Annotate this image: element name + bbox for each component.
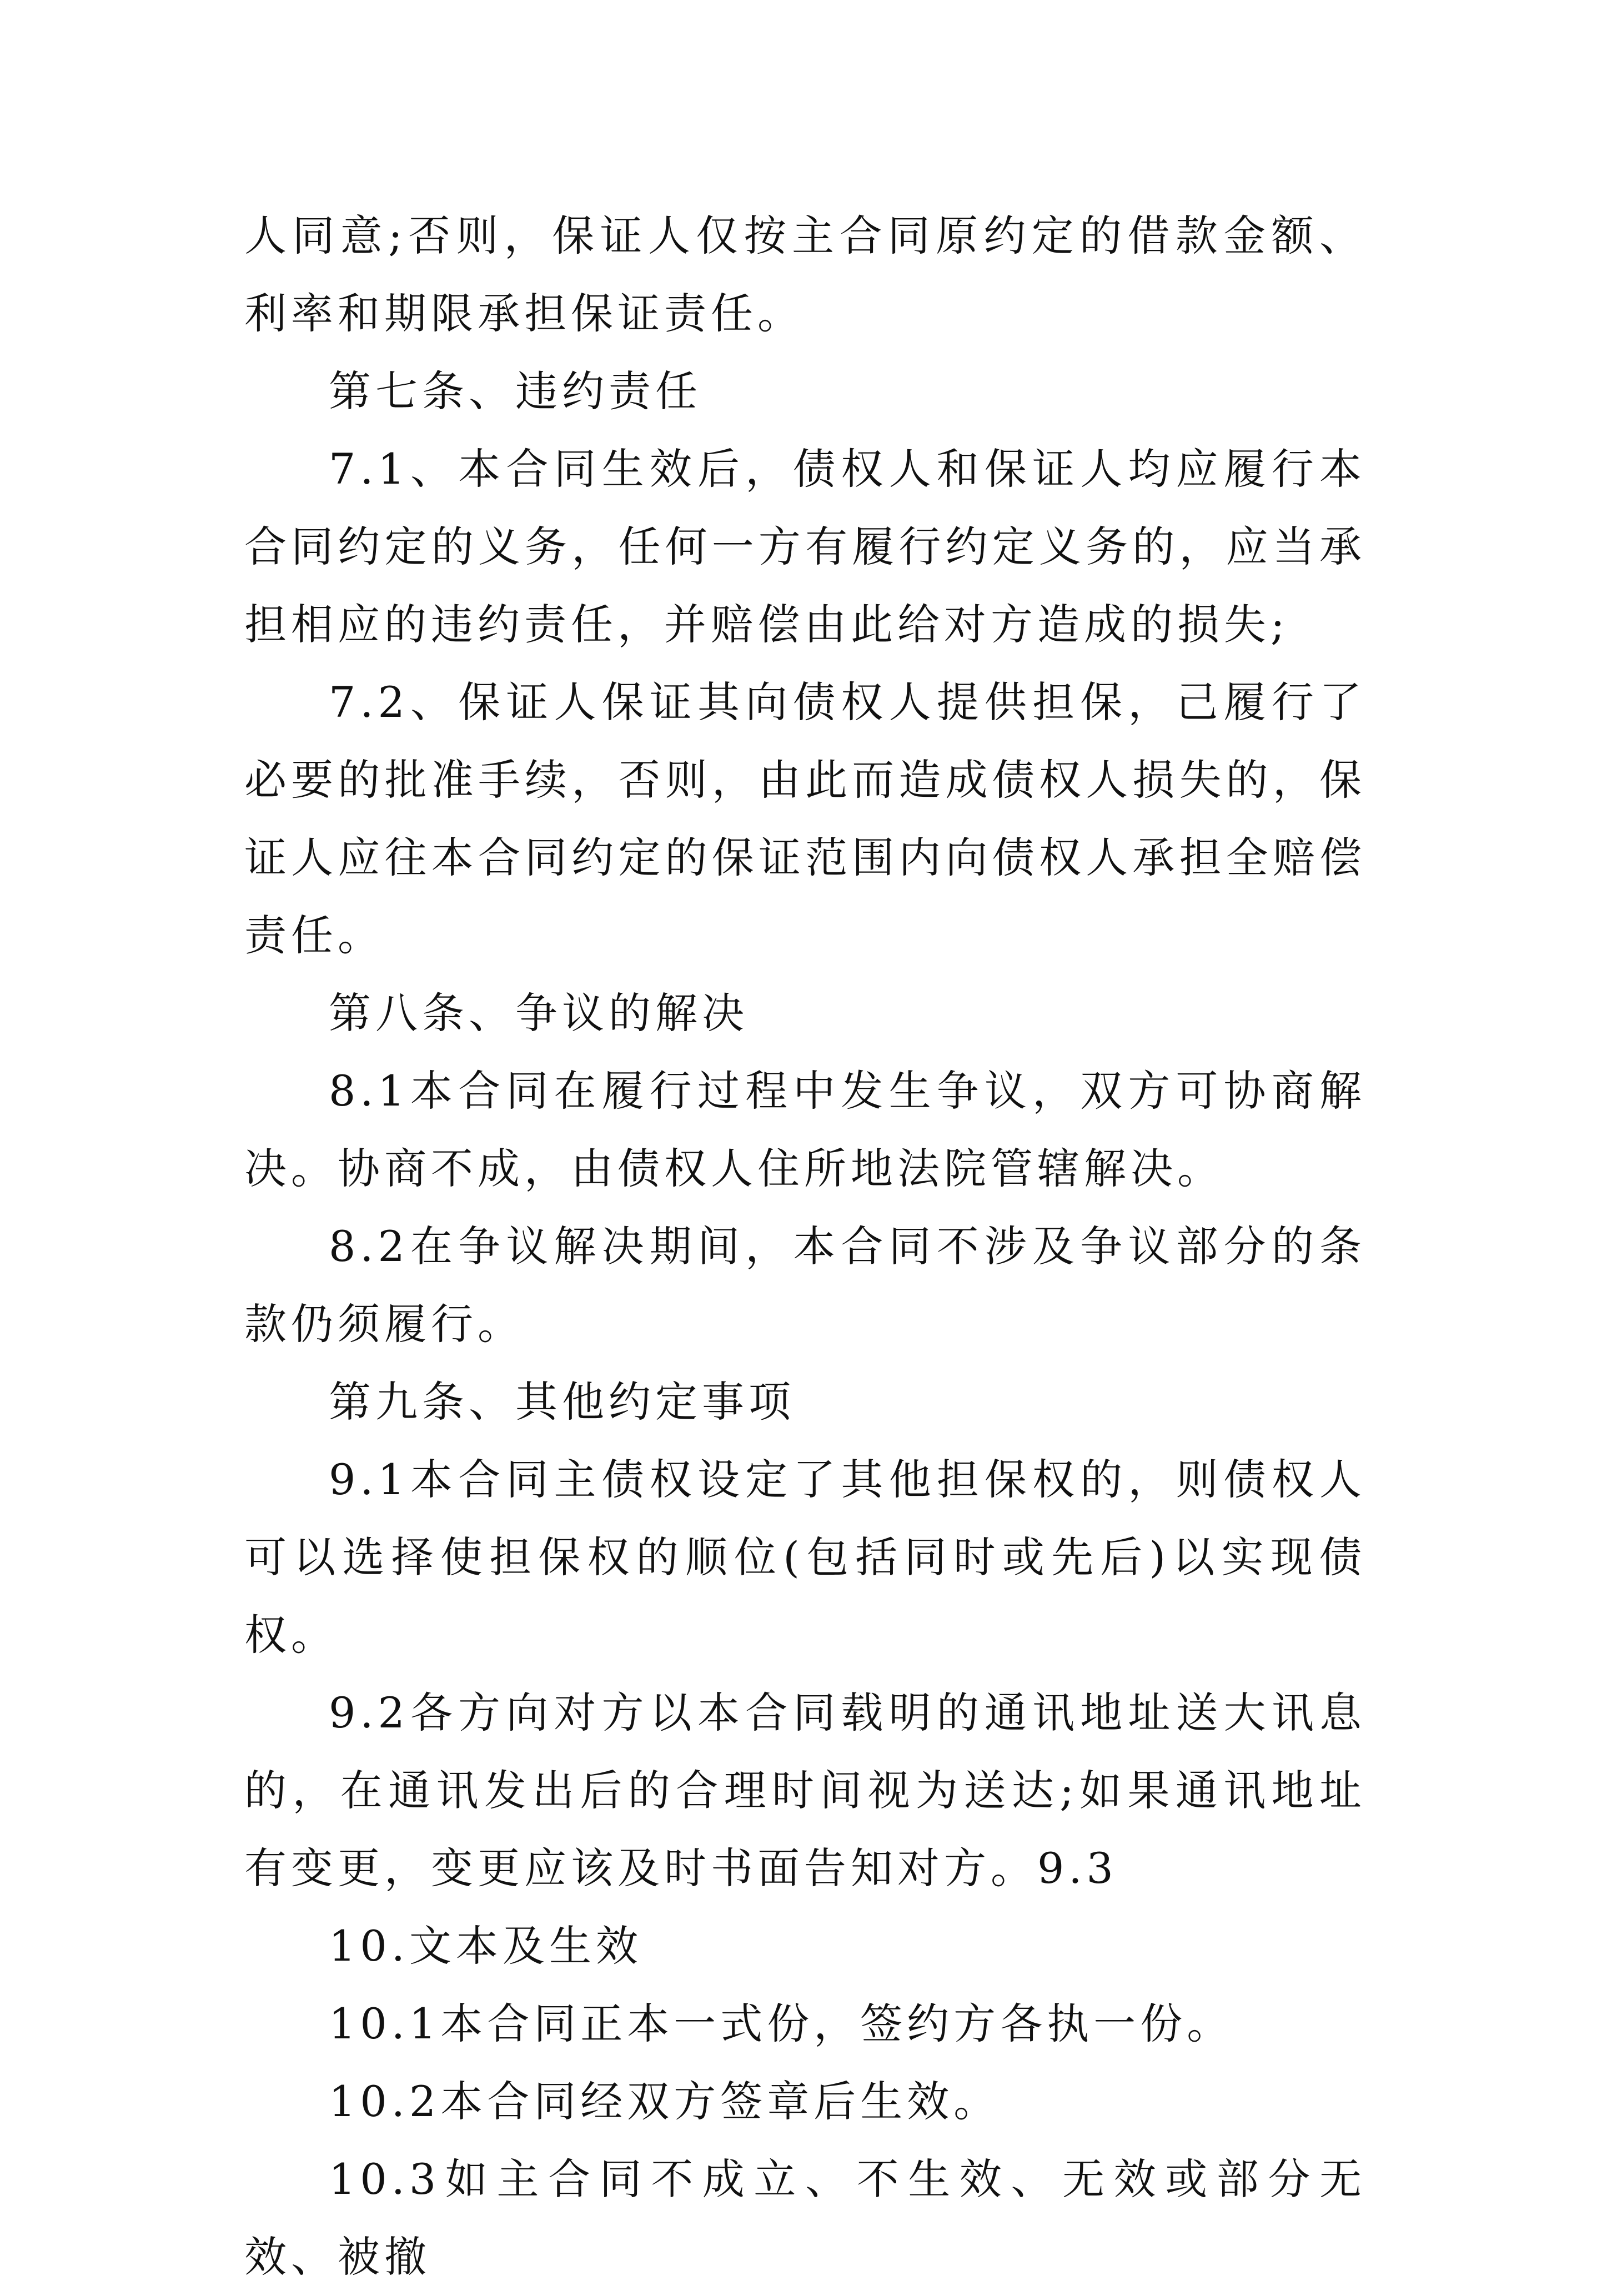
clause-7-2: 7.2、保证人保证其向债权人提供担保，己履行了必要的批准手续，否则，由此而造成债权人损失的，保证人应往本合同约定的保证范围内向债权人承担全赔偿责任。: [244, 677, 1366, 960]
heading-article-8: 第八条、争议的解决: [329, 988, 749, 1038]
paragraph-continuation: 人同意;否则，保证人仅按主合同原约定的借款金额、利率和期限承担保证责任。: [244, 211, 1366, 338]
heading-article-10: 10.文本及生效: [329, 1921, 642, 1971]
clause-9-1: 9.1本合同主债权设定了其他担保权的，则债权人可以选择使担保权的顺位(包括同时或先后)以实现债权。: [244, 1455, 1366, 1660]
clause-8-2: 8.2在争议解决期间，本合同不涉及争议部分的条款仍须履行。: [244, 1222, 1366, 1349]
clause-10-2: 10.2本合同经双方签章后生效。: [329, 2077, 1001, 2126]
clause-10-1: 10.1本合同正本一式份，签约方各执一份。: [329, 1999, 1234, 2048]
clause-10-3: 10.3如主合同不成立、不生效、无效或部分无效、被撤: [244, 2154, 1366, 2282]
clause-7-1: 7.1、本合同生效后，债权人和保证人均应履行本合同约定的义务，任何一方有履行约定义务的，应当承担相应的违约责任，并赔偿由此给对方造成的损失;: [244, 444, 1366, 649]
heading-article-9: 第九条、其他约定事项: [329, 1377, 795, 1426]
document-body: [244, 197, 1366, 2296]
heading-article-7: 第七条、违约责任: [329, 366, 702, 416]
clause-9-2: 9.2各方向对方以本合同载明的通讯地址送大讯息的，在通讯发出后的合理时间视为送达;如果通讯地址有变更，变更应该及时书面告知对方。9.3: [244, 1688, 1366, 1893]
clause-8-1: 8.1本合同在履行过程中发生争议，双方可协商解决。协商不成，由债权人住所地法院管辖解决。: [244, 1066, 1366, 1193]
